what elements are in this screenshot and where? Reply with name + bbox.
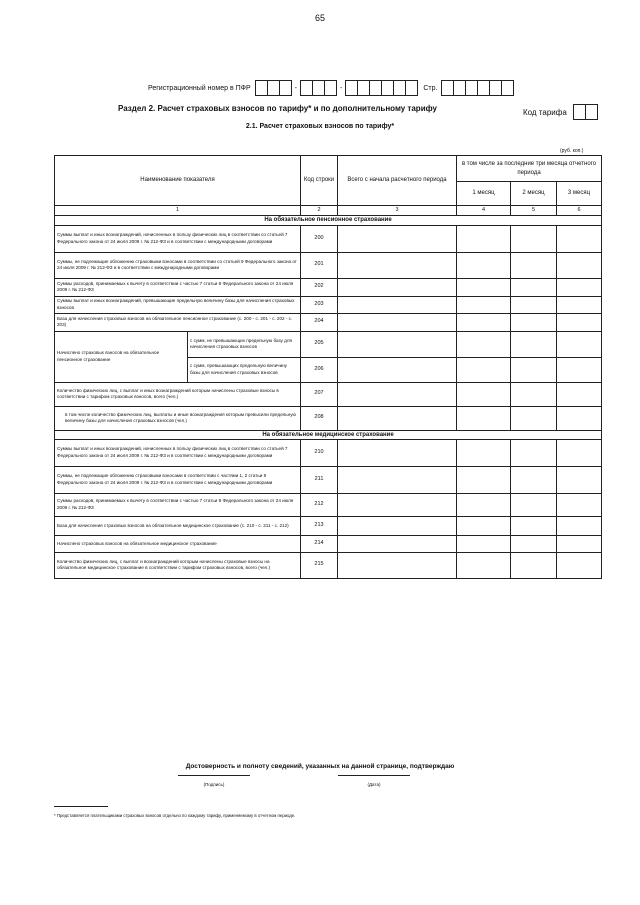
row-211-code: 211 <box>301 466 338 493</box>
table-row <box>55 331 602 357</box>
row-202-name: Суммы расходов, принимаемых к вычету в соответствии с частью 7 статьи 8 Федерального закона от 24 июля 2009 г. № 212-ФЗ <box>55 278 301 296</box>
row-208-total[interactable] <box>338 406 457 430</box>
row-215-name: Количество физических лиц, с выплат и вознаграждений которым начислены страховые взносы на обязательное медицинское страхование в соответствии с тарифом страховых взносов, всего (чел.) <box>55 552 301 578</box>
row-211-m2[interactable] <box>511 466 557 493</box>
row-206-name: с сумм, превышающих предельную величину базы для начисления страховых взносов <box>188 357 301 382</box>
row-202-code: 202 <box>301 278 338 296</box>
table-row <box>55 382 602 406</box>
table-row <box>55 225 602 252</box>
row-213-m2[interactable] <box>511 516 557 535</box>
row-212-total[interactable] <box>338 493 457 516</box>
row-213-m3[interactable] <box>557 516 602 535</box>
section-title: Раздел 2. Расчет страховых взносов по тарифу* и по дополнительному тарифу <box>118 104 437 113</box>
row-200-code: 200 <box>301 225 338 252</box>
row-213-m1[interactable] <box>457 516 511 535</box>
row-202-m1[interactable] <box>457 278 511 296</box>
row-205-m3[interactable] <box>557 331 602 357</box>
row-200-m1[interactable] <box>457 225 511 252</box>
page-number: 65 <box>314 13 325 23</box>
row-204-code: 204 <box>301 313 338 331</box>
row-201-total[interactable] <box>338 252 457 278</box>
header-incl: в том числе за последние три месяца отчетного периода <box>457 156 602 182</box>
column-numbers-row <box>55 206 602 216</box>
row-208-m3[interactable] <box>557 406 602 430</box>
row-203-code: 203 <box>301 296 338 313</box>
table-row <box>55 439 602 466</box>
tariff-code <box>523 104 598 120</box>
row-210-name: Суммы выплат и иных вознаграждений, начисленных в пользу физических лиц в соответствии со статьей 7 Федерального закона от 24 июля 2009 г. № 212-ФЗ и в соответствии с международными договорами <box>55 439 301 466</box>
section-medical-title: На обязательное медицинское страхование <box>55 430 602 439</box>
row-214-m3[interactable] <box>557 535 602 552</box>
row-203-total[interactable] <box>338 296 457 313</box>
col-number-1: 1 <box>55 206 301 216</box>
col-number-5: 5 <box>511 206 557 216</box>
row-205-code: 205 <box>301 331 338 357</box>
row-201-m3[interactable] <box>557 252 602 278</box>
row-212-m3[interactable] <box>557 493 602 516</box>
row-215-code: 215 <box>301 552 338 578</box>
tariff-code-cells[interactable] <box>573 104 598 120</box>
row-200-m3[interactable] <box>557 225 602 252</box>
row-214-total[interactable] <box>338 535 457 552</box>
table-row <box>55 296 602 313</box>
row-208-m2[interactable] <box>511 406 557 430</box>
row-208-m1[interactable] <box>457 406 511 430</box>
row-205-name: с сумм, не превышающих предельную базу для начисления страховых взносов <box>188 331 301 357</box>
registration-row <box>148 80 514 96</box>
row-206-m1[interactable] <box>457 357 511 382</box>
row-202-m2[interactable] <box>511 278 557 296</box>
page-number-cells[interactable] <box>441 80 514 96</box>
row-204-m1[interactable] <box>457 313 511 331</box>
row-203-name: Суммы выплат и иных вознаграждений, превышающие предельную величину базы для начисления страховых взносов <box>55 296 301 313</box>
row-203-m1[interactable] <box>457 296 511 313</box>
row-206-total[interactable] <box>338 357 457 382</box>
table-row <box>55 313 602 331</box>
row-204-name: База для начисления страховых взносов на обязательное пенсионное страхование (с. 200 - с. 201 - с. 202 - с. 203) <box>55 313 301 331</box>
row-212-name: Суммы расходов, принимаемых к вычету в соответствии с частью 7 статьи 8 Федерального закона от 24 июля 2009 г. № 212-ФЗ <box>55 493 301 516</box>
col-number-4: 4 <box>457 206 511 216</box>
contributions-table <box>54 155 602 579</box>
row-212-m2[interactable] <box>511 493 557 516</box>
registration-part1[interactable] <box>255 80 292 96</box>
row-207-code: 207 <box>301 382 338 406</box>
row-215-m1[interactable] <box>457 552 511 578</box>
row-211-name: Суммы, не подлежащие обложению страховыми взносами в соответствии с частями 1, 2 статьи 9 Федерального закона от 24 июля 2009 г. № 212-ФЗ и в соответствии с международными договорами <box>55 466 301 493</box>
row-211-m3[interactable] <box>557 466 602 493</box>
registration-separator-2: - <box>339 84 343 92</box>
row-210-m1[interactable] <box>457 439 511 466</box>
row-206-m3[interactable] <box>557 357 602 382</box>
row-200-total[interactable] <box>338 225 457 252</box>
row-203-m2[interactable] <box>511 296 557 313</box>
col-number-2: 2 <box>301 206 338 216</box>
section-medical-row <box>55 430 602 439</box>
row-212-code: 212 <box>301 493 338 516</box>
section-pension-title: На обязательное пенсионное страхование <box>55 216 602 225</box>
row-213-total[interactable] <box>338 516 457 535</box>
table-row <box>55 493 602 516</box>
row-205-m2[interactable] <box>511 331 557 357</box>
row-206-code: 206 <box>301 357 338 382</box>
row-208-name: в том числе количество физических лиц, выплаты и иные вознаграждения которым превысили предельную величину базы для начисления страховых взносов (чел.) <box>55 406 301 430</box>
row-203-m3[interactable] <box>557 296 602 313</box>
table-row <box>55 466 602 493</box>
row-214-name: Начислено страховых взносов на обязательное медицинское страхование <box>55 535 301 552</box>
registration-separator-1: - <box>294 84 297 92</box>
registration-part3[interactable] <box>345 80 418 96</box>
row-202-total[interactable] <box>338 278 457 296</box>
row-201-m1[interactable] <box>457 252 511 278</box>
subsection-title: 2.1. Расчет страховых взносов по тарифу* <box>245 123 395 130</box>
row-214-m2[interactable] <box>511 535 557 552</box>
row-213-code: 213 <box>301 516 338 535</box>
row-200-m2[interactable] <box>511 225 557 252</box>
row-201-m2[interactable] <box>511 252 557 278</box>
row-207-m3[interactable] <box>557 382 602 406</box>
row-210-m3[interactable] <box>557 439 602 466</box>
header-month-3: 3 месяц <box>557 182 602 206</box>
row-207-total[interactable] <box>338 382 457 406</box>
row-207-name: Количество физических лиц, с выплат и иных вознаграждений которым начислены страховые взносы в соответствии с тарифом страховых взносов, всего (чел.) <box>55 382 301 406</box>
row-215-m3[interactable] <box>557 552 602 578</box>
registration-label: Регистрационный номер в ПФР <box>148 84 251 92</box>
header-total: Всего с начала расчетного периода <box>338 156 457 206</box>
row-204-total[interactable] <box>338 313 457 331</box>
row-204-m2[interactable] <box>511 313 557 331</box>
date-label: (Дата) <box>367 782 381 787</box>
row-211-m1[interactable] <box>457 466 511 493</box>
date-line[interactable] <box>338 775 410 776</box>
row-205-group-name: Начислено страховых взносов на обязательное пенсионное страхование <box>55 331 188 382</box>
registration-part2[interactable] <box>300 80 337 96</box>
row-214-m1[interactable] <box>457 535 511 552</box>
table-row <box>55 552 602 578</box>
footnote: * Представляется плательщиками страховых взносов отдельно по каждому тарифу, применяемому в отчетном периоде. <box>54 813 296 818</box>
row-204-m3[interactable] <box>557 313 602 331</box>
header-code: Код строки <box>301 156 338 206</box>
row-201-name: Суммы, не подлежащие обложению страховыми взносами в соответствии со статьей 9 Федерального закона от 24 июля 2009 г. № 212-ФЗ и в соответствии с международными договорами <box>55 252 301 278</box>
header-row-1 <box>55 156 602 182</box>
row-210-m2[interactable] <box>511 439 557 466</box>
row-207-m1[interactable] <box>457 382 511 406</box>
section-pension-row <box>55 216 602 225</box>
page-label: Стр. <box>423 84 438 92</box>
row-202-m3[interactable] <box>557 278 602 296</box>
table-row <box>55 516 602 535</box>
row-212-m1[interactable] <box>457 493 511 516</box>
row-208-code: 208 <box>301 406 338 430</box>
row-210-code: 210 <box>301 439 338 466</box>
row-211-total[interactable] <box>338 466 457 493</box>
col-number-6: 6 <box>557 206 602 216</box>
table-row <box>55 252 602 278</box>
unit-label: (руб. коп.) <box>560 148 584 154</box>
col-number-3: 3 <box>338 206 457 216</box>
table-row <box>55 278 602 296</box>
row-201-code: 201 <box>301 252 338 278</box>
row-213-name: База для начисления страховых взносов на обязательное медицинское страхование (с. 210 - с. 211 - с. 212) <box>55 516 301 535</box>
confirmation-text: Достоверность и полноту сведений, указанных на данной странице, подтверждаю <box>185 763 455 770</box>
row-206-m2[interactable] <box>511 357 557 382</box>
tariff-code-label: Код тарифа <box>523 107 567 117</box>
header-name: Наименование показателя <box>55 156 301 206</box>
row-200-name: Суммы выплат и иных вознаграждений, начисленных в пользу физических лиц в соответствии со статьей 7 Федерального закона от 24 июля 2009 г. № 212-ФЗ и в соответствии с международными договорами <box>55 225 301 252</box>
row-214-code: 214 <box>301 535 338 552</box>
row-205-m1[interactable] <box>457 331 511 357</box>
row-210-total[interactable] <box>338 439 457 466</box>
header-month-1: 1 месяц <box>457 182 511 206</box>
signature-line[interactable] <box>178 775 250 776</box>
footnote-divider <box>54 806 108 807</box>
row-215-total[interactable] <box>338 552 457 578</box>
row-215-m2[interactable] <box>511 552 557 578</box>
row-207-m2[interactable] <box>511 382 557 406</box>
table-row <box>55 406 602 430</box>
header-month-2: 2 месяц <box>511 182 557 206</box>
signature-label: (Подпись) <box>203 782 225 787</box>
row-205-total[interactable] <box>338 331 457 357</box>
table-row <box>55 535 602 552</box>
